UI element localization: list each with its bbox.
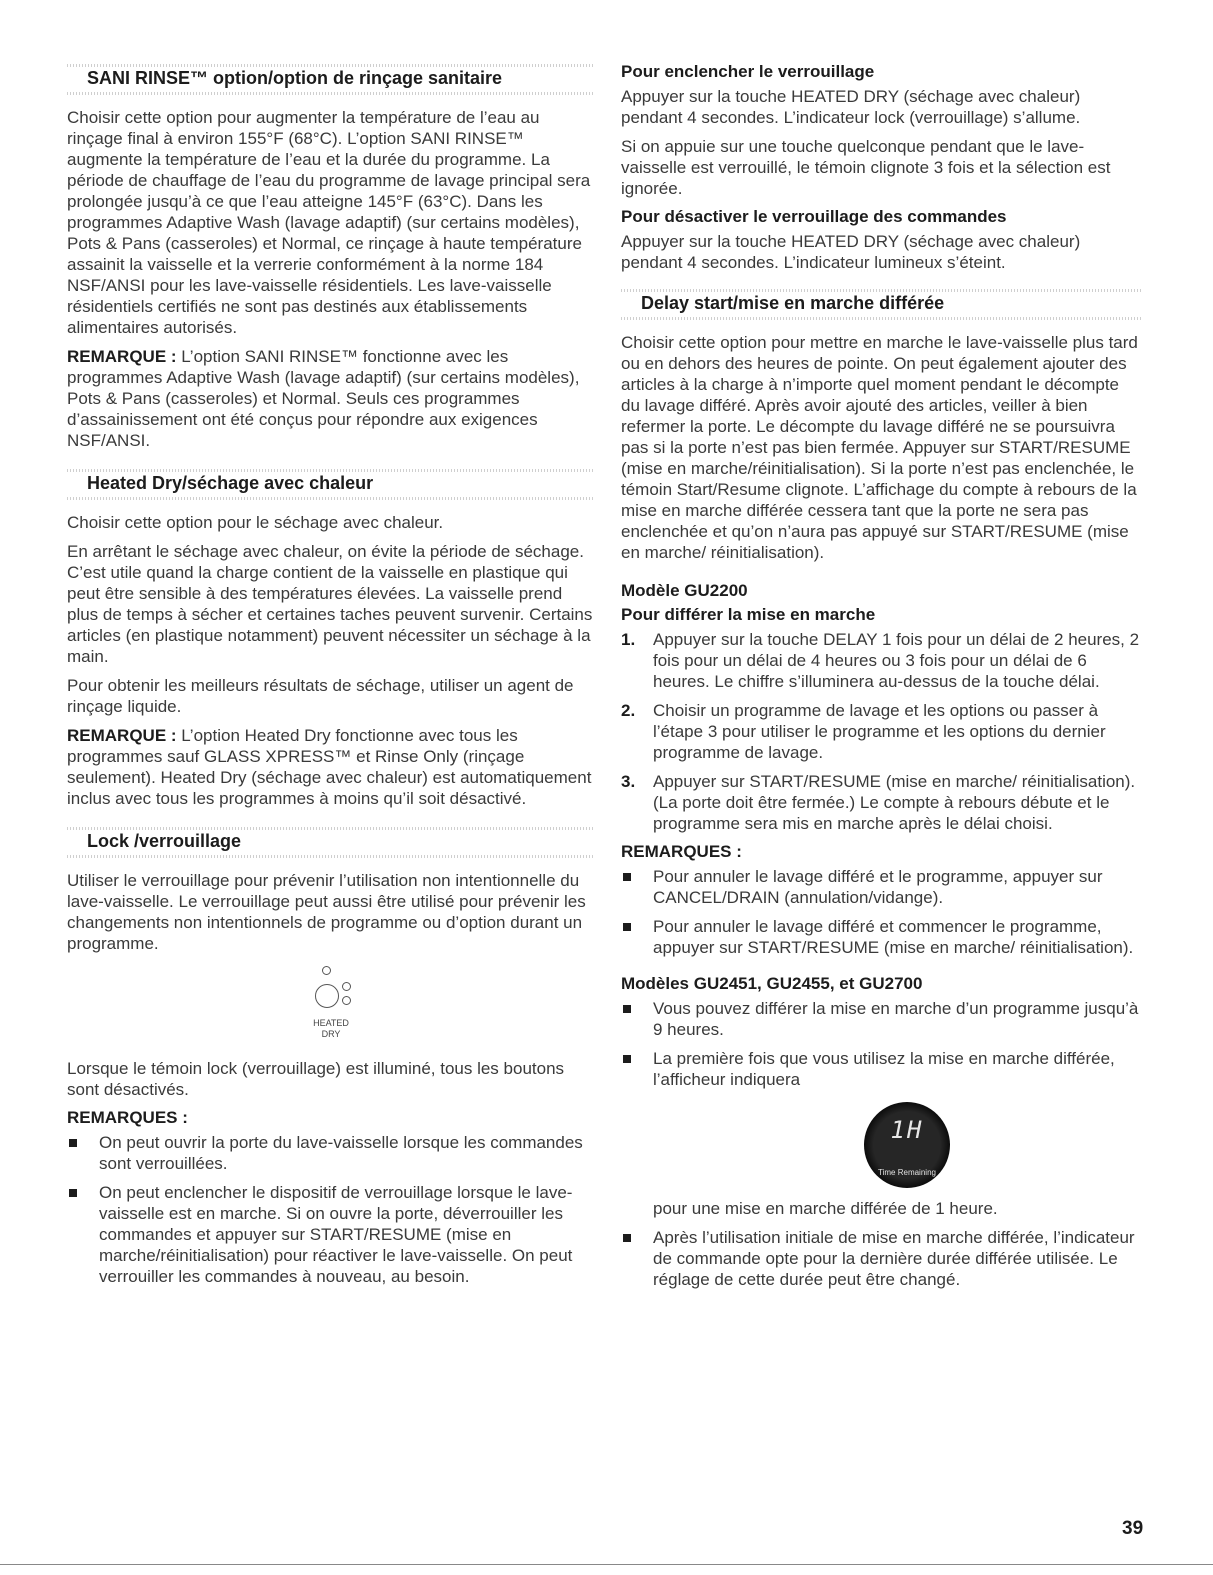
gu2451-list [621,998,1141,1290]
heated-dry-button-icon [315,984,339,1008]
gu2200-heading: Modèle GU2200 [621,581,748,600]
step-item: 1. Appuyer sur la touche DELAY 1 fois pour un délai de 2 heures, 2 fois pour un délai de 4 heures ou 3 fois pour un délai de 6 heures. Le chiffre s’illuminera au-dessus de la touche délai. [621,630,1140,691]
bullet-icon [69,1139,77,1147]
sani-rinse-heading: SANI RINSE™ option/option de rinçage sanitaire [87,68,503,88]
lock-heading: Lock /verrouillage [87,831,242,851]
display-circle [864,1102,950,1188]
lock-paragraph-2: Lorsque le témoin lock (verrouillage) est illuminé, tous les boutons sont désactivés. [67,1059,565,1099]
indicator-light-icon [342,996,351,1005]
section-header-delay-start [621,289,1141,320]
page-number: 39 [1122,1518,1144,1539]
lock-on-paragraph-1: Appuyer sur la touche HEATED DRY (séchage avec chaleur) pendant 4 secondes. L’indicateur lock (verrouillage) s’allume. [621,87,1081,127]
note-label: REMARQUE : [67,726,177,745]
section-header-sani-rinse [67,64,595,95]
delay-start-heading: Delay start/mise en marche différée [641,293,945,313]
heated-dry-note [67,725,595,809]
heated-dry-paragraph-2: En arrêtant le séchage avec chaleur, on évite la période de séchage. C’est utile quand la charge contient de la vaisselle en plastique qui peut être sensible à des températures élevées. La vaisselle prend plus de temps à sécher et certaines taches peuvent survenir. Certains articles (en plastique notamment) peuvent nécessiter un séchage à la main. [67,542,593,666]
gu2451-heading: Modèles GU2451, GU2455, et GU2700 [621,974,923,993]
delay-start-paragraph: Choisir cette option pour mettre en marche le lave-vaisselle plus tard ou en dehors des heures de pointe. On peut également ajouter des articles à la charge à n’importe quel moment pendant le décompte du lavage différé. Après avoir ajouté des articles, veiller à bien refermer la porte. Le décompte du lavage différé ne se poursuivra pas si la porte n’est pas bien fermée. Appuyer sur START/RESUME (mise en marche/réinitialisation). Si la porte n’est pas enclenchée, le témoin Start/Resume clignote. L’affichage du compte à rebours de la mise en marche différée cessera tant que la porte ne sera pas enclenchée et qu’on n’aura pas appuyé sur START/RESUME (mise en marche/ réinitialisation). [621,333,1138,562]
bullet-icon [623,1234,631,1242]
heated-dry-paragraph-3: Pour obtenir les meilleurs résultats de séchage, utiliser un agent de rinçage liquide. [67,676,574,716]
note-text: L’option Heated Dry fonctionne avec tous les programmes sauf GLASS XPRESS™ et Rinse Only (rinçage seulement). Heated Dry (séchage avec chaleur) est automatiquement inclus avec tous les programmes à moins qu’il soit désactivé. [67,726,592,808]
list-item: Pour annuler le lavage différé et commencer le programme, appuyer sur START/RESUME (mise en marche/ réinitialisation). [621,916,1141,958]
bullet-icon [623,923,631,931]
delay-start-subheading: Pour différer la mise en marche [621,605,876,624]
display-caption: Time Remaining [878,1168,936,1177]
list-item: Pour annuler le lavage différé et le programme, appuyer sur CANCEL/DRAIN (annulation/vidange). [621,866,1141,908]
figure-label-heated: HEATED [313,1018,349,1028]
lock-on-paragraph-2: Si on appuie sur une touche quelconque pendant que le lave-vaisselle est verrouillé, le témoin clignote 3 fois et la sélection est ignorée. [621,137,1111,198]
heated-dry-heading: Heated Dry/séchage avec chaleur [87,473,374,493]
bullet-icon [623,873,631,881]
gu2200-remarks-label: REMARQUES : [621,842,742,861]
list-item: Vous pouvez différer la mise en marche d’un programme jusqu’à 9 heures. [621,998,1141,1040]
lock-remarks-label: REMARQUES : [67,1108,188,1127]
bullet-icon [69,1189,77,1197]
after-display-text: pour une mise en marche différée de 1 heure. [653,1199,998,1218]
lock-paragraph-1: Utiliser le verrouillage pour prévenir l’utilisation non intentionnelle du lave-vaisselle. Le verrouillage peut aussi être utilisé pour prévenir les changements non intentionnels de programme ou d’option durant un programme. [67,871,586,953]
list-item: On peut ouvrir la porte du lave-vaisselle lorsque les commandes sont verrouillées. [67,1132,595,1174]
note-text: L’option SANI RINSE™ fonctionne avec les programmes Adaptive Wash (lavage adaptif) (sur certains modèles), Pots & Pans (casseroles) et Normal. Seuls ces programmes d’assainissement ont été conçus pour répondre aux exigences NSF/ANSI. [67,347,580,450]
section-header-heated-dry [67,469,595,500]
section-header-lock [67,827,595,858]
list-item: On peut enclencher le dispositif de verrouillage lorsque le lave-vaisselle est en marche. Si on ouvre la porte, déverrouiller les commandes et appuyer sur START/RESUME (mise en marche/réinitialisation) pour réactiver le lave-vaisselle. On peut verrouiller les commandes à nouveau, au besoin. [67,1182,595,1287]
lock-off-heading: Pour désactiver le verrouillage des commandes [621,207,1007,226]
display-hours: 1H [890,1116,924,1144]
time-remaining-display [864,1102,950,1188]
list-item: La première fois que vous utilisez la mise en marche différée, l’afficheur indiquera 1H Time Remaining pour une mise en marche différée de 1 heure. [621,1048,1141,1219]
bottom-divider [0,1564,1213,1565]
heated-dry-paragraph-1: Choisir cette option pour le séchage avec chaleur. [67,513,444,532]
gu2200-remarks-list [621,866,1141,958]
sani-rinse-paragraph: Choisir cette option pour augmenter la température de l’eau au rinçage final à environ 155°F (68°C). L’option SANI RINSE™ augmente la température de l’eau et la durée du programme. La période de chauffage de l’eau du programme de lavage principal sera prolongée jusqu’à ce que l’eau atteigne 145°F (63°C). Dans les programmes Adaptive Wash (lavage adaptif) (sur certains modèles), Pots & Pans (casseroles) et Normal, ce rinçage à haute température assainit la vaisselle et la verrerie conformément à la norme 184 NSF/ANSI pour les lave-vaisselle résidentiels. Les lave-vaisselle résidentiels certifiés ne sont pas destinés aux établissements alimentaires autorisés. [67,108,591,337]
left-column [67,58,595,1295]
sani-rinse-note [67,346,595,451]
delay-steps-list [621,629,1141,834]
step-item: 2. Choisir un programme de lavage et les options ou passer à l’étape 3 pour utiliser le programme et les options du dernier programme de lavage. [621,701,1106,762]
lock-off-paragraph: Appuyer sur la touche HEATED DRY (séchage avec chaleur) pendant 4 secondes. L’indicateur lumineux s’éteint. [621,232,1081,272]
figure-label-dry: DRY [321,1029,341,1039]
lock-light-icon [322,966,331,975]
list-item: Après l’utilisation initiale de mise en marche différée, l’indicateur de commande opte pour la dernière durée différée utilisée. Le réglage de cette durée peut être changé. [621,1227,1141,1290]
step-item: 3. Appuyer sur START/RESUME (mise en marche/ réinitialisation). (La porte doit être fermée.) Le compte à rebours débute et le programme sera mis en marche après le délai choisi. [621,772,1136,833]
lock-on-heading: Pour enclencher le verrouillage [621,62,875,81]
heated-dry-button-figure [286,962,376,1044]
note-label: REMARQUE : [67,347,177,366]
lock-symbol-icon [342,982,351,991]
bullet-icon [623,1055,631,1063]
lock-remarks-list [67,1132,595,1287]
bullet-icon [623,1005,631,1013]
right-column [621,58,1141,1298]
